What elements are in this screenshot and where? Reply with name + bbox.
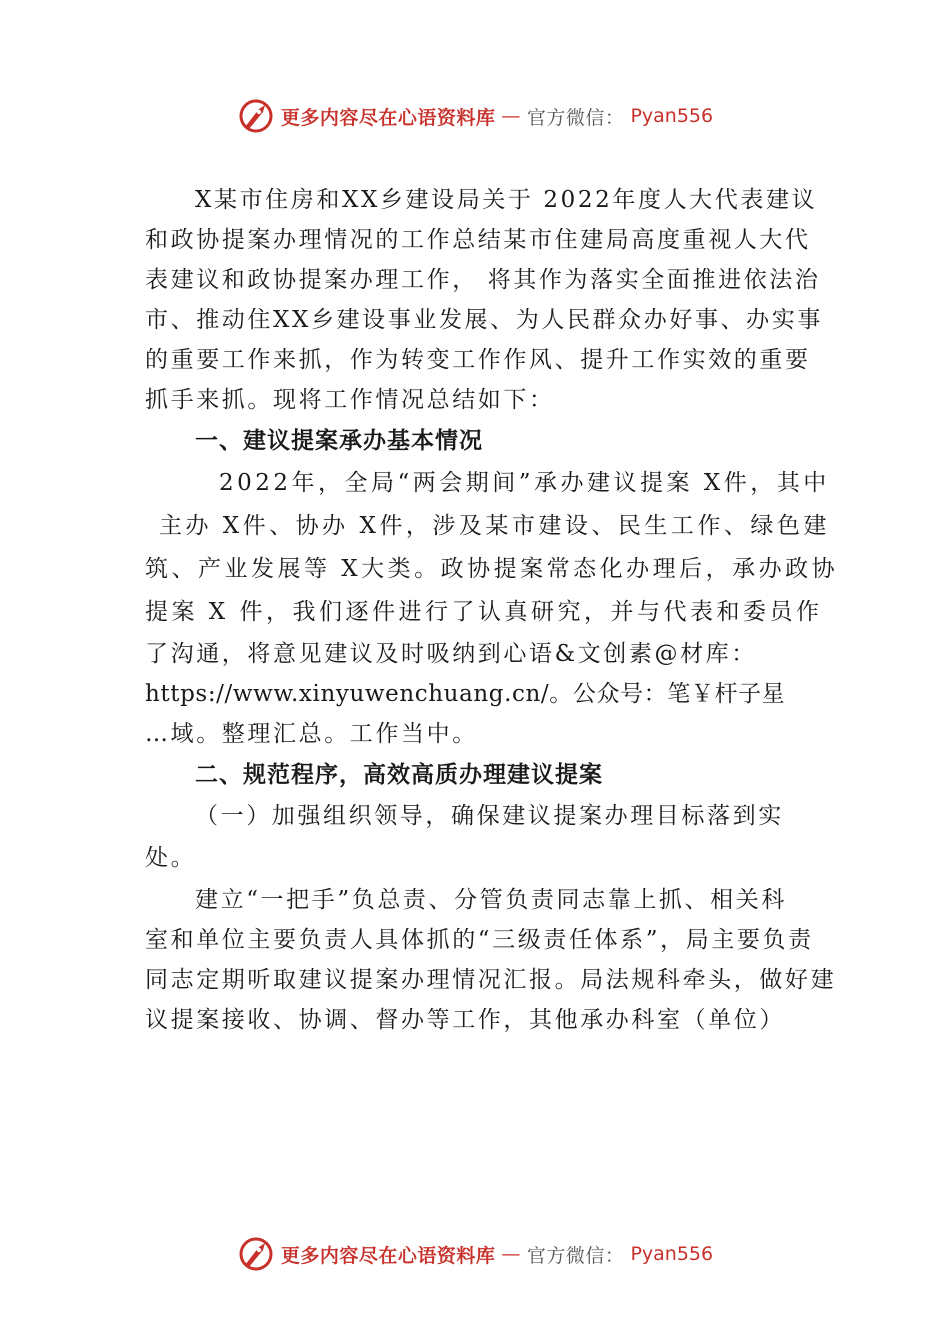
intro-line: 抓手来抓。现将工作情况总结如下： [145, 387, 555, 413]
para2-line: 同志定期听取建议提案办理情况汇报。局法规科牵头，做好建 [145, 967, 837, 993]
para1-line: …域。整理汇总。工作当中。 [145, 721, 478, 747]
para1-line: 主办 X件、协办 X件，涉及某市建设、民生工作、绿色建 [159, 513, 830, 539]
para2-line: 建立“一把手”负总责、分管负责同志靠上抓、相关科 [195, 887, 787, 913]
banner-dash: — [501, 1243, 521, 1265]
document-body [145, 180, 839, 1040]
intro-line: 和政协提案办理情况的工作总结某市住建局高度重视人大代 [145, 227, 811, 253]
section-heading-1: 一、建议提案承办基本情况 [195, 428, 483, 454]
para1-line: 了沟通，将意见建议及时吸纳到心语&文创素@材库： [145, 641, 757, 667]
intro-line: 的重要工作来抓，作为转变工作作风、提升工作实效的重要 [145, 347, 811, 373]
pen-nib-logo-icon [237, 1235, 275, 1273]
para1-line: 提案 X 件，我们逐件进行了认真研究，并与代表和委员作 [145, 599, 823, 625]
footer-banner [0, 1232, 950, 1276]
section-heading-2: 二、规范程序，高效高质办理建议提案 [195, 762, 603, 788]
banner-main-text: 更多内容尽在心语资料库 [280, 1244, 496, 1267]
intro-line: 市、推动住XX乡建设事业发展、为人民群众办好事、办实事 [145, 307, 823, 333]
banner-dash: — [501, 105, 521, 127]
subheading-line: （一）加强组织领导，确保建议提案办理目标落到实 [195, 803, 784, 829]
banner-wechat-id: Pyan556 [630, 1243, 714, 1265]
banner-main-text: 更多内容尽在心语资料库 [280, 106, 496, 129]
banner-wechat-id: Pyan556 [630, 105, 714, 127]
intro-line: X某市住房和XX乡建设局关于 2022年度人大代表建议 [195, 187, 818, 213]
banner-wechat-label: 官方微信： [526, 1244, 625, 1267]
subheading-line: 处。 [145, 845, 197, 871]
pen-nib-logo-icon [237, 97, 275, 135]
para1-line: 筑、产业发展等 X大类。政协提案常态化办理后，承办政协 [145, 556, 839, 582]
para2-line: 室和单位主要负责人具体抓的“三级责任体系”，局主要负责 [145, 927, 814, 953]
para1-line: 2022年，全局“两会期间”承办建议提案 X件，其中 [219, 470, 830, 496]
header-banner [0, 94, 950, 138]
para2-line: 议提案接收、协调、督办等工作，其他承办科室（单位） [145, 1007, 785, 1033]
intro-line: 表建议和政协提案办理工作， 将其作为落实全面推进依法治 [145, 267, 821, 293]
banner-wechat-label: 官方微信： [526, 106, 625, 129]
para1-line: https://www.xinyuwenchuang.cn/。公众号：笔￥杆子星 [145, 681, 786, 707]
